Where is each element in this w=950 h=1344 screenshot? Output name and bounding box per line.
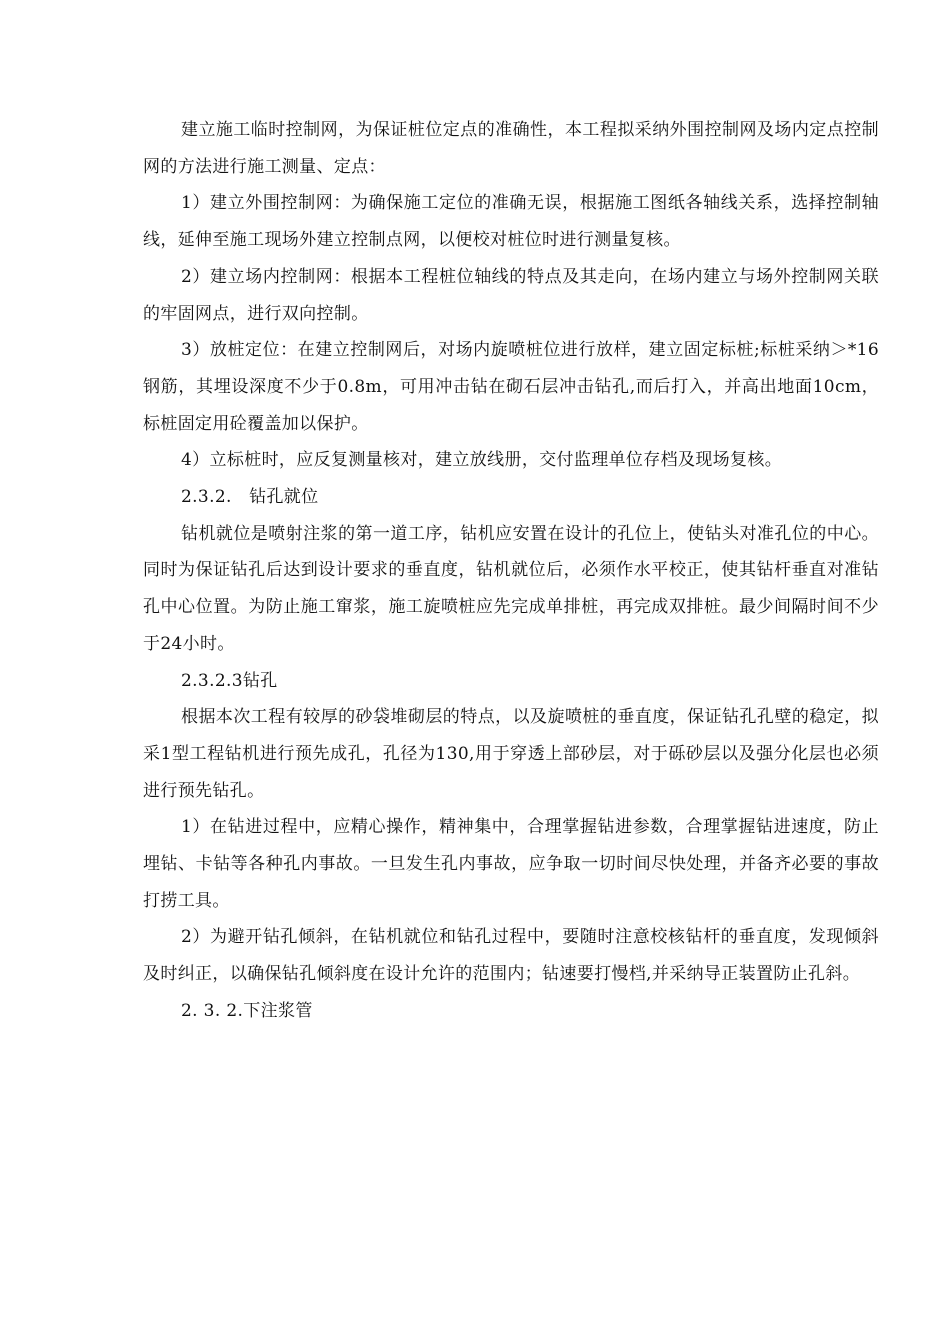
- section-heading-grout-pipe: 2. 3. 2.下注浆管: [181, 1000, 313, 1021]
- paragraph-drilling-operation: 1）在钻进过程中，应精心操作，精神集中，合理掌握钻进参数，合理掌握钻进速度，防止埋钻、卡钻等各种孔内事故。一旦发生孔内事故，应争取一切时间尽快处理，并备齐必要的事故打捞工具。: [143, 817, 879, 911]
- paragraph-pile-positioning: 3）放桩定位：在建立控制网后，对场内旋喷桩位进行放样，建立固定标桩;标桩采纳＞*16钢筋，其埋设深度不少于0.8m，可用冲击钻在砌石层冲击钻孔,而后打入，并高出地面10cm，标桩固定用砼覆盖加以保护。: [143, 340, 879, 434]
- paragraph-drilling-inclination: 2）为避开钻孔倾斜，在钻机就位和钻孔过程中，要随时注意校核钻杆的垂直度，发现倾斜及时纠正，以确保钻孔倾斜度在设计允许的范围内；钻速要打慢档,并采纳导正装置防止孔斜。: [143, 927, 879, 985]
- paragraph-drill-positioning: 钻机就位是喷射注浆的第一道工序，钻机应安置在设计的孔位上，使钻头对准孔位的中心。同时为保证钻孔后达到设计要求的垂直度，钻机就位后，必须作水平校正，使其钻杆垂直对准钻孔中心位置。为防止施工窜浆，施工旋喷桩应先完成单排桩，再完成双排桩。最少间隔时间不少于24小时。: [143, 523, 879, 654]
- section-heading-drill-positioning: 2.3.2. 钻孔就位: [181, 487, 319, 508]
- document-body: [143, 112, 879, 1030]
- paragraph-outer-control-network: 1）建立外围控制网：为确保施工定位的准确无误，根据施工图纸各轴线关系，选择控制轴线，延伸至施工现场外建立控制点网，以便校对桩位时进行测量复核。: [143, 193, 879, 251]
- paragraph-inner-control-network: 2）建立场内控制网：根据本工程桩位轴线的特点及其走向，在场内建立与场外控制网关联的牢固网点，进行双向控制。: [143, 266, 879, 324]
- paragraph-stake-verification: 4）立标桩时，应反复测量核对，建立放线册，交付监理单位存档及现场复核。: [181, 450, 783, 471]
- paragraph-control-network-intro: 建立施工临时控制网，为保证桩位定点的准确性，本工程拟采纳外围控制网及场内定点控制网的方法进行施工测量、定点：: [143, 120, 879, 177]
- paragraph-drilling-method: 根据本次工程有较厚的砂袋堆砌层的特点，以及旋喷桩的垂直度，保证钻孔孔壁的稳定，拟采1型工程钻机进行预先成孔，孔径为130,用于穿透上部砂层，对于砾砂层以及强分化层也必须进行预先钻孔。: [143, 707, 879, 801]
- section-heading-drilling: 2.3.2.3钻孔: [181, 670, 278, 691]
